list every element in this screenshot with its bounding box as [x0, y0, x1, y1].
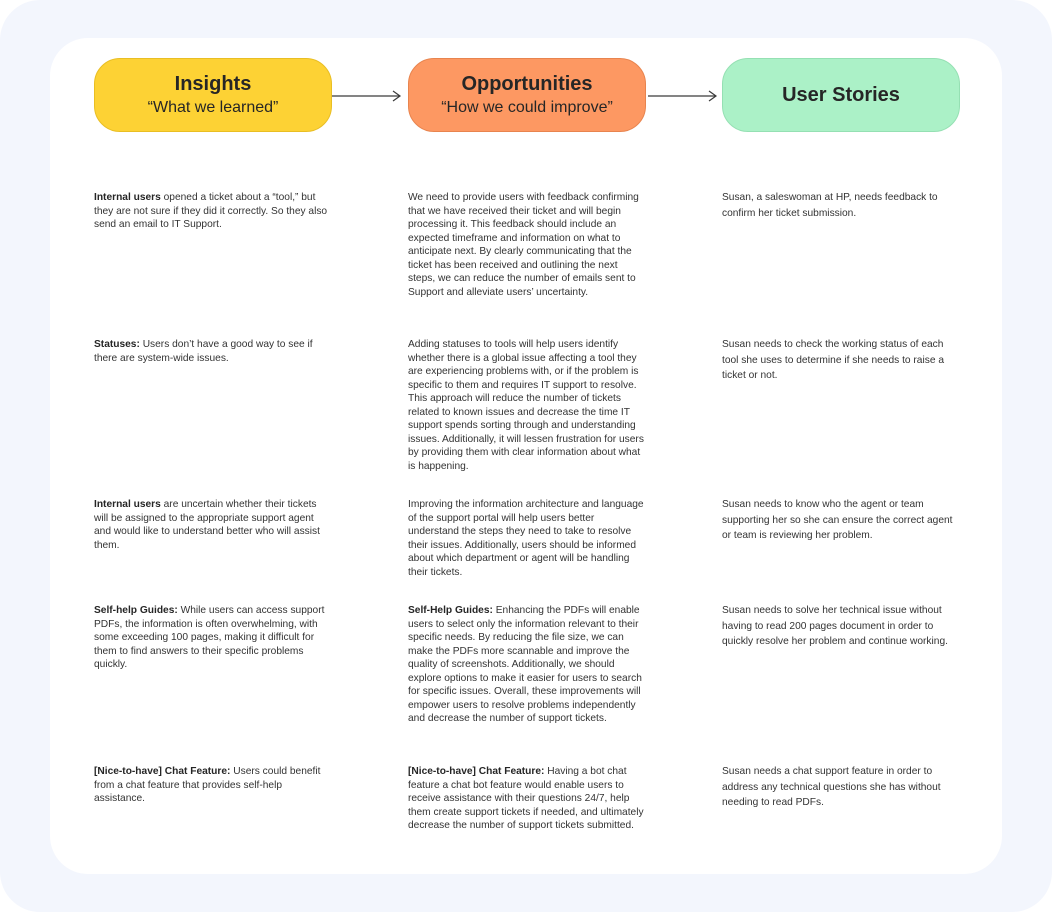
insight-cell — [94, 191, 330, 232]
insight-label: [Nice-to-have] Chat Feature: — [94, 766, 231, 777]
opportunity-label: Self-Help Guides: — [408, 605, 493, 616]
user-story-cell: Susan needs to solve her technical issue without having to read 200 pages document in order to quickly resolve her problem and continue working. — [722, 605, 948, 647]
insight-label: Internal users — [94, 192, 161, 203]
opportunity-cell — [408, 604, 644, 726]
opportunity-cell — [408, 191, 644, 299]
arrow-right-icon — [332, 89, 402, 103]
insight-cell — [94, 765, 330, 806]
user-story-cell: Susan, a saleswoman at HP, needs feedback to confirm her ticket submission. — [722, 192, 938, 219]
opportunity-cell — [408, 498, 644, 579]
opportunities-title: Opportunities — [461, 73, 593, 95]
opportunity-label: [Nice-to-have] Chat Feature: — [408, 766, 545, 777]
insight-text: Users could benefit from a chat feature that provides self-help assistance. — [94, 766, 321, 804]
arrow-right-icon — [648, 89, 718, 103]
opportunity-cell — [408, 338, 644, 473]
opportunity-text: Having a bot chat feature a chat bot feature would enable users to receive assistance with their questions 24/7, help them create support tickets if needed, and ultimately decrease the number of support tickets submitted. — [408, 766, 644, 831]
opportunity-text: Improving the information architecture and language of the support portal will help users better understand the steps they need to take to resolve their issues. Additionally, users should be informed about which department or agent will be handling their tickets. — [408, 499, 644, 578]
insight-text: While users can access support PDFs, the information is often overwhelming, with some exceeding 100 pages, making it difficult for them to find answers to their specific problems quickly. — [94, 605, 325, 670]
insights-header — [94, 58, 332, 132]
insight-text: opened a ticket about a “tool,” but they are not sure if they did it correctly. So they also send an email to IT Support. — [94, 192, 328, 230]
user-story-cell: Susan needs a chat support feature in order to address any technical questions she has without needing to read PDFs. — [722, 766, 941, 808]
insight-cell — [94, 604, 330, 672]
user-story-cell: Susan needs to check the working status of each tool she uses to determine if she needs to raise a ticket or not. — [722, 339, 944, 381]
insight-text: Users don’t have a good way to see if there are system-wide issues. — [94, 339, 313, 364]
opportunity-cell — [408, 765, 644, 833]
opportunity-text: Adding statuses to tools will help users identify whether there is a global issue affecting a tool they are experiencing problems with, or if the problem is specific to them and requires IT support to resolve. This approach will reduce the number of tickets related to known issues and decrease the time IT support spends sorting through and understanding issues. Additionally, it will lessen frustration for users by providing them with clear information about what is happening. — [408, 339, 644, 472]
insights-subtitle: “What we learned” — [147, 99, 279, 116]
insights-title: Insights — [174, 73, 252, 95]
insight-label: Internal users — [94, 499, 161, 510]
insight-text: are uncertain whether their tickets will be assigned to the appropriate support agent and would like to understand better who will assist them. — [94, 499, 320, 551]
opportunities-subtitle: “How we could improve” — [441, 99, 613, 116]
user-stories-header — [722, 58, 960, 132]
opportunities-header — [408, 58, 646, 132]
insight-label: Statuses: — [94, 339, 140, 350]
insight-label: Self-help Guides: — [94, 605, 178, 616]
insight-cell — [94, 338, 330, 365]
opportunity-text: Enhancing the PDFs will enable users to select only the information relevant to their specific needs. By reducing the file size, we can make the PDFs more scannable and improve the quality of screenshots. Additionally, we should explore options to make it easier for users to search for specific issues. Overall, these improvements will empower users to resolve problems independently and decrease the number of support tickets. — [408, 605, 642, 724]
user-stories-title: User Stories — [782, 84, 900, 106]
user-story-cell: Susan needs to know who the agent or team supporting her so she can ensure the correct agent or team is reviewing her problem. — [722, 499, 953, 541]
insight-cell — [94, 498, 330, 552]
opportunity-text: We need to provide users with feedback confirming that we have received their ticket and will begin processing it. This feedback should include an expected timeframe and information on what to anticipate next. By clearly communicating that the ticket has been received and outlining the next steps, we can reduce the number of emails sent to Support and alleviate users’ uncertainty. — [408, 192, 639, 298]
